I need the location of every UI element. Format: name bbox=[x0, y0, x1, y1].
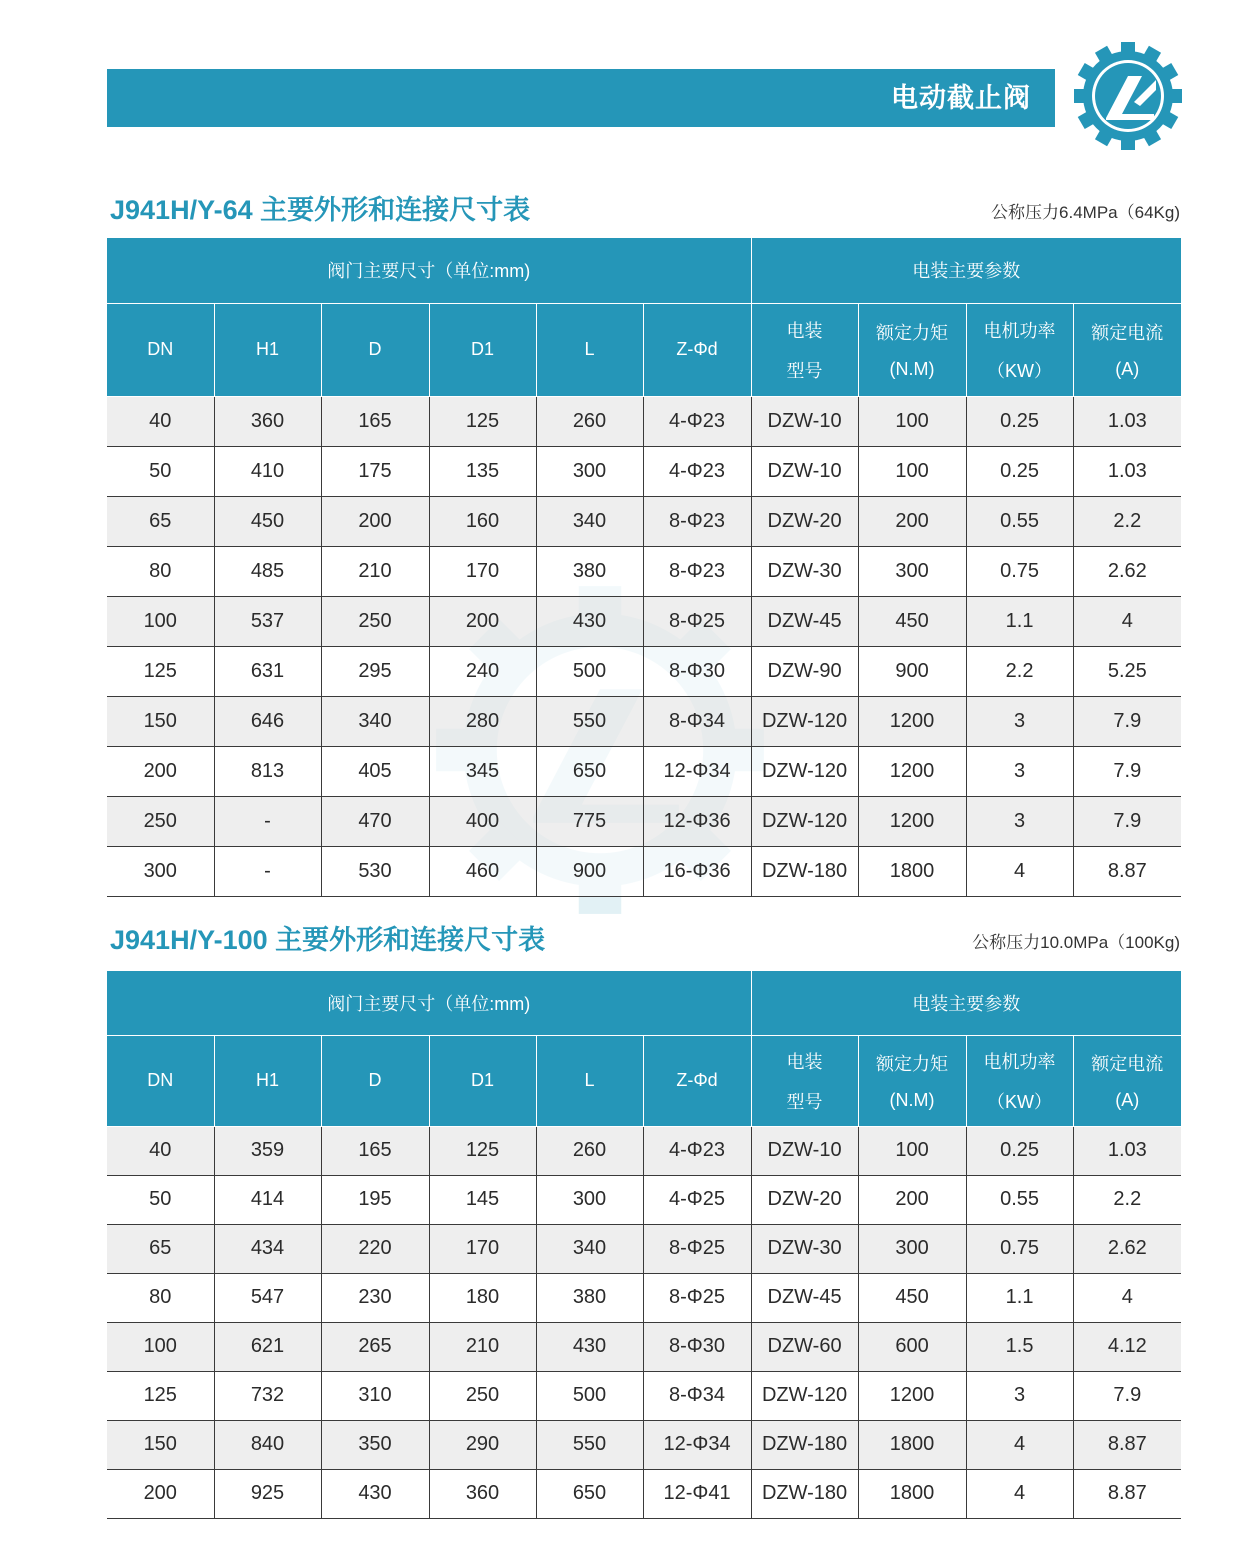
cell-dn: 80 bbox=[107, 546, 214, 596]
cell-h1: 732 bbox=[214, 1371, 321, 1420]
table-row bbox=[107, 1126, 1181, 1175]
table-row bbox=[107, 746, 1181, 796]
col-header-model bbox=[751, 1035, 858, 1126]
cell-current: 1.03 bbox=[1073, 1126, 1181, 1175]
cell-d1: 250 bbox=[429, 1371, 536, 1420]
cell-zd: 12-Φ41 bbox=[643, 1469, 751, 1518]
cell-model: DZW-120 bbox=[751, 746, 858, 796]
header-banner bbox=[107, 69, 1055, 127]
cell-torque: 1200 bbox=[858, 1371, 966, 1420]
col-header-dn: DN bbox=[107, 1035, 214, 1126]
cell-torque: 1200 bbox=[858, 696, 966, 746]
table-row bbox=[107, 446, 1181, 496]
table-row bbox=[107, 796, 1181, 846]
cell-zd: 16-Φ36 bbox=[643, 846, 751, 896]
table-row bbox=[107, 396, 1181, 446]
col-header-current-line2: (A) bbox=[1115, 359, 1140, 379]
gear-logo-icon bbox=[1072, 40, 1184, 152]
group-header-valve: 阀门主要尺寸（单位:mm) bbox=[107, 238, 751, 303]
col-header-model-line2: 型号 bbox=[786, 1091, 823, 1112]
cell-model: DZW-30 bbox=[751, 1224, 858, 1273]
cell-h1: 450 bbox=[214, 496, 321, 546]
col-header-d: D bbox=[321, 1035, 429, 1126]
table2-pressure: 公称压力10.0MPa（100Kg) bbox=[972, 933, 1180, 952]
cell-l: 340 bbox=[536, 1224, 643, 1273]
cell-h1: 646 bbox=[214, 696, 321, 746]
col-header-d1: D1 bbox=[429, 1035, 536, 1126]
cell-d1: 345 bbox=[429, 746, 536, 796]
cell-current: 4 bbox=[1073, 596, 1181, 646]
cell-h1: 359 bbox=[214, 1126, 321, 1175]
cell-d1: 460 bbox=[429, 846, 536, 896]
cell-dn: 40 bbox=[107, 1126, 214, 1175]
cell-torque: 900 bbox=[858, 646, 966, 696]
cell-h1: 434 bbox=[214, 1224, 321, 1273]
cell-d1: 280 bbox=[429, 696, 536, 746]
cell-d: 470 bbox=[321, 796, 429, 846]
cell-power: 1.1 bbox=[966, 596, 1073, 646]
table-row bbox=[107, 1322, 1181, 1371]
cell-current: 7.9 bbox=[1073, 796, 1181, 846]
col-header-power-line1: 电机功率 bbox=[983, 320, 1056, 341]
col-header-current-line1: 额定电流 bbox=[1091, 1054, 1164, 1074]
col-header-model bbox=[751, 303, 858, 396]
cell-current: 4 bbox=[1073, 1273, 1181, 1322]
cell-l: 430 bbox=[536, 596, 643, 646]
col-header-h1: H1 bbox=[214, 303, 321, 396]
cell-model: DZW-10 bbox=[751, 396, 858, 446]
table-row bbox=[107, 1371, 1181, 1420]
col-header-h1: H1 bbox=[214, 1035, 321, 1126]
cell-power: 0.75 bbox=[966, 1224, 1073, 1273]
cell-zd: 4-Φ23 bbox=[643, 446, 751, 496]
group-header-actuator: 电装主要参数 bbox=[751, 238, 1181, 303]
cell-d: 430 bbox=[321, 1469, 429, 1518]
cell-torque: 100 bbox=[858, 1126, 966, 1175]
cell-h1: 621 bbox=[214, 1322, 321, 1371]
cell-torque: 1800 bbox=[858, 846, 966, 896]
cell-dn: 125 bbox=[107, 646, 214, 696]
cell-current: 8.87 bbox=[1073, 846, 1181, 896]
cell-zd: 4-Φ23 bbox=[643, 1126, 751, 1175]
cell-d: 350 bbox=[321, 1420, 429, 1469]
cell-dn: 200 bbox=[107, 1469, 214, 1518]
cell-model: DZW-120 bbox=[751, 696, 858, 746]
cell-torque: 450 bbox=[858, 1273, 966, 1322]
cell-zd: 8-Φ30 bbox=[643, 646, 751, 696]
cell-dn: 65 bbox=[107, 1224, 214, 1273]
col-header-current-line2: (A) bbox=[1115, 1090, 1140, 1110]
cell-d: 265 bbox=[321, 1322, 429, 1371]
cell-l: 300 bbox=[536, 1175, 643, 1224]
cell-l: 300 bbox=[536, 446, 643, 496]
cell-torque: 100 bbox=[858, 446, 966, 496]
cell-model: DZW-180 bbox=[751, 846, 858, 896]
cell-torque: 1200 bbox=[858, 796, 966, 846]
page-title: 电动截止阀 bbox=[891, 83, 1031, 113]
cell-current: 7.9 bbox=[1073, 696, 1181, 746]
cell-h1: 840 bbox=[214, 1420, 321, 1469]
cell-l: 500 bbox=[536, 646, 643, 696]
cell-dn: 200 bbox=[107, 746, 214, 796]
col-header-model-line1: 电装 bbox=[786, 320, 823, 341]
cell-torque: 1800 bbox=[858, 1420, 966, 1469]
cell-d: 175 bbox=[321, 446, 429, 496]
cell-current: 4.12 bbox=[1073, 1322, 1181, 1371]
table-row bbox=[107, 1273, 1181, 1322]
col-header-power-line2: （KW） bbox=[987, 1091, 1053, 1112]
cell-power: 0.25 bbox=[966, 446, 1073, 496]
cell-d1: 400 bbox=[429, 796, 536, 846]
cell-power: 3 bbox=[966, 696, 1073, 746]
group-header-valve: 阀门主要尺寸（单位:mm) bbox=[107, 971, 751, 1035]
col-header-zd: Z-Φd bbox=[643, 303, 751, 396]
col-header-power-line1: 电机功率 bbox=[983, 1051, 1056, 1072]
table-row bbox=[107, 696, 1181, 746]
col-header-model-line2: 型号 bbox=[786, 360, 823, 381]
cell-torque: 300 bbox=[858, 1224, 966, 1273]
cell-power: 1.5 bbox=[966, 1322, 1073, 1371]
cell-h1: - bbox=[214, 846, 321, 896]
cell-l: 775 bbox=[536, 796, 643, 846]
cell-l: 430 bbox=[536, 1322, 643, 1371]
cell-h1: 537 bbox=[214, 596, 321, 646]
table2-title: J941H/Y-100 主要外形和连接尺寸表 bbox=[110, 925, 546, 955]
cell-power: 1.1 bbox=[966, 1273, 1073, 1322]
col-header-torque bbox=[858, 1035, 966, 1126]
cell-current: 7.9 bbox=[1073, 1371, 1181, 1420]
cell-power: 0.25 bbox=[966, 1126, 1073, 1175]
cell-d1: 135 bbox=[429, 446, 536, 496]
cell-d: 195 bbox=[321, 1175, 429, 1224]
cell-power: 3 bbox=[966, 1371, 1073, 1420]
cell-torque: 200 bbox=[858, 1175, 966, 1224]
cell-dn: 150 bbox=[107, 696, 214, 746]
cell-h1: - bbox=[214, 796, 321, 846]
cell-model: DZW-120 bbox=[751, 1371, 858, 1420]
cell-model: DZW-30 bbox=[751, 546, 858, 596]
col-header-zd: Z-Φd bbox=[643, 1035, 751, 1126]
cell-dn: 150 bbox=[107, 1420, 214, 1469]
cell-d1: 200 bbox=[429, 596, 536, 646]
cell-d: 220 bbox=[321, 1224, 429, 1273]
cell-d1: 180 bbox=[429, 1273, 536, 1322]
cell-dn: 80 bbox=[107, 1273, 214, 1322]
cell-d: 310 bbox=[321, 1371, 429, 1420]
cell-model: DZW-120 bbox=[751, 796, 858, 846]
cell-dn: 100 bbox=[107, 1322, 214, 1371]
cell-d1: 145 bbox=[429, 1175, 536, 1224]
cell-model: DZW-45 bbox=[751, 1273, 858, 1322]
cell-d: 405 bbox=[321, 746, 429, 796]
cell-dn: 300 bbox=[107, 846, 214, 896]
cell-d: 295 bbox=[321, 646, 429, 696]
cell-d1: 170 bbox=[429, 1224, 536, 1273]
table1-title: J941H/Y-64 主要外形和连接尺寸表 bbox=[110, 195, 531, 225]
group-header-actuator: 电装主要参数 bbox=[751, 971, 1181, 1035]
col-header-torque-line1: 额定力矩 bbox=[876, 323, 949, 343]
table1-pressure: 公称压力6.4MPa（64Kg) bbox=[991, 203, 1180, 222]
cell-power: 4 bbox=[966, 1420, 1073, 1469]
cell-zd: 8-Φ34 bbox=[643, 1371, 751, 1420]
cell-zd: 8-Φ23 bbox=[643, 496, 751, 546]
cell-current: 2.62 bbox=[1073, 1224, 1181, 1273]
cell-torque: 1800 bbox=[858, 1469, 966, 1518]
cell-h1: 410 bbox=[214, 446, 321, 496]
col-header-current bbox=[1073, 303, 1181, 396]
cell-l: 260 bbox=[536, 396, 643, 446]
col-header-torque bbox=[858, 303, 966, 396]
cell-zd: 8-Φ34 bbox=[643, 696, 751, 746]
cell-zd: 12-Φ34 bbox=[643, 1420, 751, 1469]
cell-d: 210 bbox=[321, 546, 429, 596]
cell-model: DZW-10 bbox=[751, 446, 858, 496]
cell-zd: 4-Φ25 bbox=[643, 1175, 751, 1224]
cell-dn: 50 bbox=[107, 446, 214, 496]
cell-power: 3 bbox=[966, 746, 1073, 796]
cell-power: 0.75 bbox=[966, 546, 1073, 596]
cell-current: 2.2 bbox=[1073, 496, 1181, 546]
cell-d: 340 bbox=[321, 696, 429, 746]
table-row bbox=[107, 546, 1181, 596]
cell-l: 380 bbox=[536, 546, 643, 596]
cell-current: 8.87 bbox=[1073, 1469, 1181, 1518]
table-row bbox=[107, 596, 1181, 646]
cell-model: DZW-45 bbox=[751, 596, 858, 646]
col-header-current bbox=[1073, 1035, 1181, 1126]
table-row bbox=[107, 1175, 1181, 1224]
cell-model: DZW-20 bbox=[751, 1175, 858, 1224]
cell-zd: 8-Φ25 bbox=[643, 596, 751, 646]
col-header-torque-line2: (N.M) bbox=[889, 359, 935, 379]
table-row bbox=[107, 496, 1181, 546]
cell-current: 5.25 bbox=[1073, 646, 1181, 696]
cell-l: 260 bbox=[536, 1126, 643, 1175]
cell-l: 650 bbox=[536, 746, 643, 796]
cell-h1: 547 bbox=[214, 1273, 321, 1322]
cell-d: 530 bbox=[321, 846, 429, 896]
cell-h1: 925 bbox=[214, 1469, 321, 1518]
cell-zd: 12-Φ34 bbox=[643, 746, 751, 796]
cell-d1: 240 bbox=[429, 646, 536, 696]
col-header-power bbox=[966, 303, 1073, 396]
cell-dn: 100 bbox=[107, 596, 214, 646]
col-header-current-line1: 额定电流 bbox=[1091, 323, 1164, 343]
dimension-table-64 bbox=[107, 238, 1181, 897]
cell-power: 4 bbox=[966, 846, 1073, 896]
cell-model: DZW-180 bbox=[751, 1469, 858, 1518]
col-header-d1: D1 bbox=[429, 303, 536, 396]
cell-dn: 65 bbox=[107, 496, 214, 546]
cell-power: 3 bbox=[966, 796, 1073, 846]
cell-dn: 250 bbox=[107, 796, 214, 846]
cell-zd: 8-Φ25 bbox=[643, 1273, 751, 1322]
table-row bbox=[107, 1420, 1181, 1469]
table-row bbox=[107, 646, 1181, 696]
col-header-l: L bbox=[536, 303, 643, 396]
cell-d: 200 bbox=[321, 496, 429, 546]
cell-d1: 360 bbox=[429, 1469, 536, 1518]
table-row bbox=[107, 846, 1181, 896]
cell-h1: 360 bbox=[214, 396, 321, 446]
cell-dn: 125 bbox=[107, 1371, 214, 1420]
col-header-l: L bbox=[536, 1035, 643, 1126]
cell-d1: 125 bbox=[429, 1126, 536, 1175]
cell-current: 1.03 bbox=[1073, 446, 1181, 496]
cell-torque: 300 bbox=[858, 546, 966, 596]
cell-current: 1.03 bbox=[1073, 396, 1181, 446]
cell-dn: 40 bbox=[107, 396, 214, 446]
cell-model: DZW-20 bbox=[751, 496, 858, 546]
table-row bbox=[107, 1469, 1181, 1518]
cell-d1: 160 bbox=[429, 496, 536, 546]
cell-dn: 50 bbox=[107, 1175, 214, 1224]
cell-d1: 170 bbox=[429, 546, 536, 596]
cell-zd: 8-Φ30 bbox=[643, 1322, 751, 1371]
cell-l: 340 bbox=[536, 496, 643, 546]
cell-h1: 414 bbox=[214, 1175, 321, 1224]
dimension-table-100 bbox=[107, 971, 1181, 1519]
col-header-model-line1: 电装 bbox=[786, 1051, 823, 1072]
cell-current: 2.62 bbox=[1073, 546, 1181, 596]
cell-zd: 4-Φ23 bbox=[643, 396, 751, 446]
cell-model: DZW-10 bbox=[751, 1126, 858, 1175]
cell-power: 2.2 bbox=[966, 646, 1073, 696]
cell-current: 7.9 bbox=[1073, 746, 1181, 796]
cell-torque: 100 bbox=[858, 396, 966, 446]
cell-l: 380 bbox=[536, 1273, 643, 1322]
cell-torque: 450 bbox=[858, 596, 966, 646]
cell-l: 550 bbox=[536, 1420, 643, 1469]
cell-current: 8.87 bbox=[1073, 1420, 1181, 1469]
col-header-dn: DN bbox=[107, 303, 214, 396]
cell-h1: 485 bbox=[214, 546, 321, 596]
cell-d1: 210 bbox=[429, 1322, 536, 1371]
cell-torque: 600 bbox=[858, 1322, 966, 1371]
cell-l: 550 bbox=[536, 696, 643, 746]
cell-d: 165 bbox=[321, 1126, 429, 1175]
cell-zd: 8-Φ23 bbox=[643, 546, 751, 596]
cell-zd: 8-Φ25 bbox=[643, 1224, 751, 1273]
cell-l: 500 bbox=[536, 1371, 643, 1420]
col-header-d: D bbox=[321, 303, 429, 396]
col-header-power-line2: （KW） bbox=[987, 360, 1053, 381]
cell-l: 650 bbox=[536, 1469, 643, 1518]
cell-d: 230 bbox=[321, 1273, 429, 1322]
col-header-torque-line2: (N.M) bbox=[889, 1090, 935, 1110]
cell-h1: 631 bbox=[214, 646, 321, 696]
cell-d: 165 bbox=[321, 396, 429, 446]
cell-power: 4 bbox=[966, 1469, 1073, 1518]
cell-d1: 290 bbox=[429, 1420, 536, 1469]
cell-l: 900 bbox=[536, 846, 643, 896]
col-header-torque-line1: 额定力矩 bbox=[876, 1054, 949, 1074]
cell-d1: 125 bbox=[429, 396, 536, 446]
cell-power: 0.55 bbox=[966, 496, 1073, 546]
cell-power: 0.55 bbox=[966, 1175, 1073, 1224]
cell-current: 2.2 bbox=[1073, 1175, 1181, 1224]
cell-zd: 12-Φ36 bbox=[643, 796, 751, 846]
table-row bbox=[107, 1224, 1181, 1273]
cell-torque: 1200 bbox=[858, 746, 966, 796]
cell-power: 0.25 bbox=[966, 396, 1073, 446]
cell-d: 250 bbox=[321, 596, 429, 646]
col-header-power bbox=[966, 1035, 1073, 1126]
cell-model: DZW-180 bbox=[751, 1420, 858, 1469]
cell-model: DZW-90 bbox=[751, 646, 858, 696]
cell-h1: 813 bbox=[214, 746, 321, 796]
cell-model: DZW-60 bbox=[751, 1322, 858, 1371]
cell-torque: 200 bbox=[858, 496, 966, 546]
